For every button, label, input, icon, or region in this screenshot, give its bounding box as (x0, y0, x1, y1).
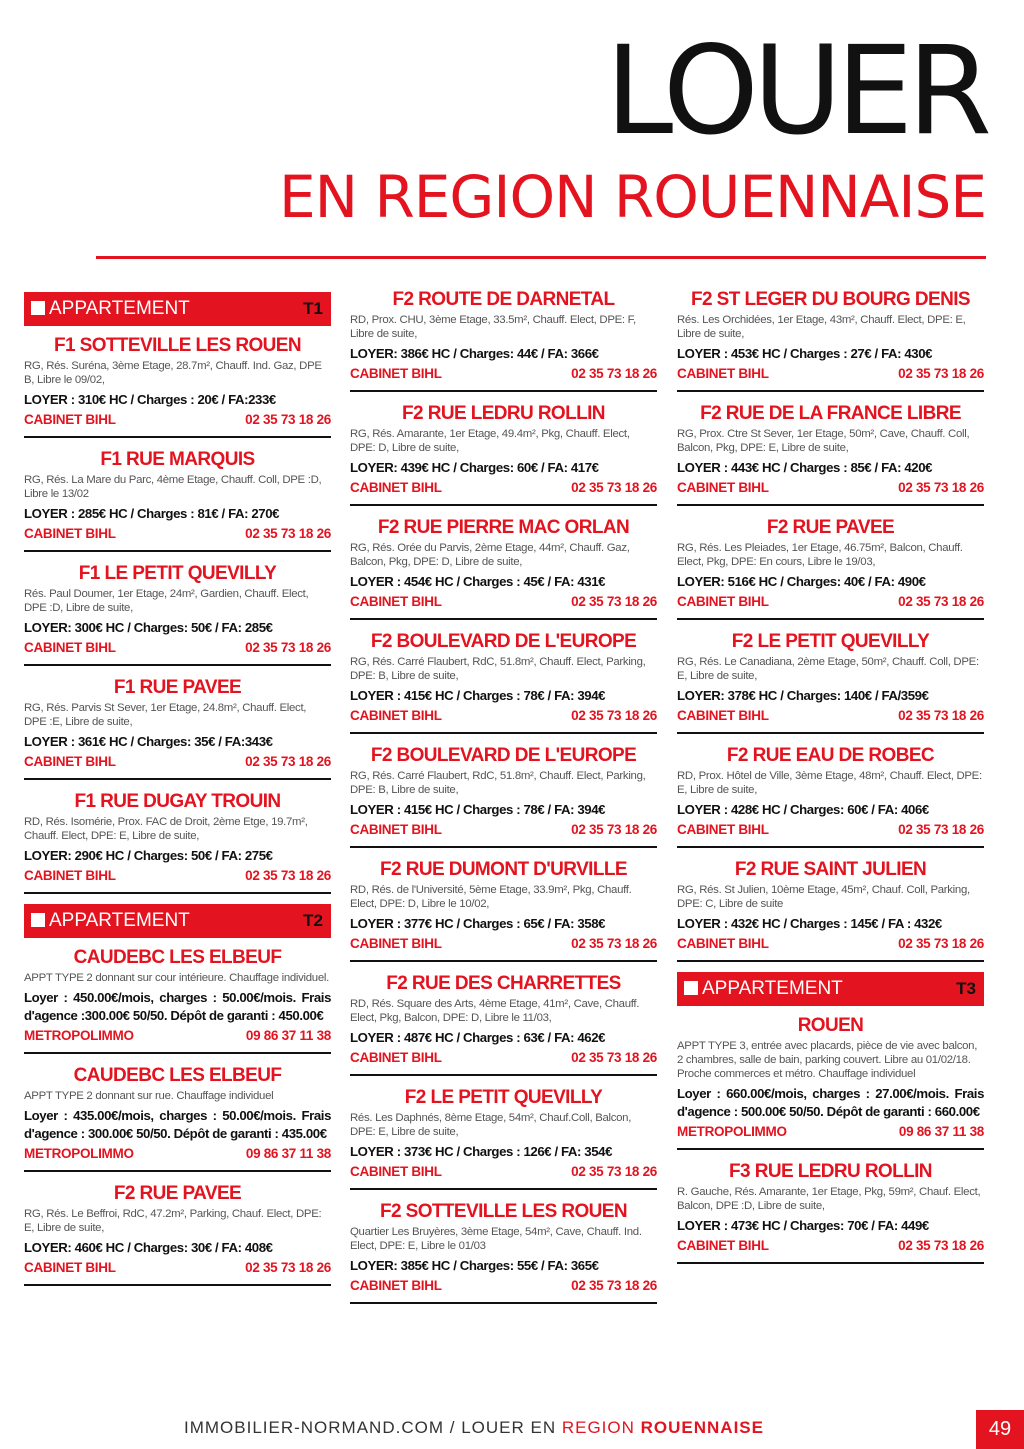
section-type-tag: T1 (303, 299, 323, 318)
listing-price: LOYER: 385€ HC / Charges: 55€ / FA: 365€ (350, 1258, 599, 1273)
agency-phone[interactable]: 02 35 73 18 26 (571, 366, 657, 381)
listing-price: Loyer : 660.00€/mois, charges : 27.00€/mois. Frais d'agence : 500.00€ 50/50. Dépôt de garanti : 660.00€ (677, 1086, 984, 1119)
agency-name[interactable]: CABINET BIHL (677, 936, 769, 951)
listing-description: APPT TYPE 2 donnant sur cour intérieure. Chauffage individuel. (24, 972, 329, 984)
listing-price: LOYER : 443€ HC / Charges : 85€ / FA: 420€ (677, 460, 933, 475)
listing-title[interactable]: F2 RUE PAVEE (766, 517, 895, 538)
listing-agency-row (24, 525, 331, 543)
listing-agency-row (677, 479, 984, 497)
listing-agency-row (350, 707, 657, 725)
listing-price: LOYER: 439€ HC / Charges: 60€ / FA: 417€ (350, 460, 599, 475)
agency-phone[interactable]: 02 35 73 18 26 (245, 640, 331, 655)
listing-card[interactable] (350, 858, 657, 962)
footer-part2: REGION (561, 1418, 635, 1437)
listing-title[interactable]: F2 RUE DUMONT D'URVILLE (380, 859, 627, 880)
listing-description: RG, Rés. Les Pleiades, 1er Etage, 46.75m², Balcon, Chauff. Elect, Pkg, DPE: En cours, Libre le 19/03, (677, 542, 963, 568)
page-footer (0, 1410, 1024, 1449)
listing-title[interactable]: F1 LE PETIT QUEVILLY (78, 563, 277, 584)
section-label-text: APPARTEMENT (702, 978, 843, 999)
footer-site[interactable]: IMMOBILIER-NORMAND.COM / (184, 1418, 456, 1437)
agency-name[interactable]: CABINET BIHL (350, 936, 442, 951)
listings-column-3 (677, 288, 984, 1274)
agency-phone[interactable]: 02 35 73 18 26 (245, 754, 331, 769)
listing-title[interactable]: F2 ST LEGER DU BOURG DENIS (691, 289, 970, 310)
listing-price: LOYER : 285€ HC / Charges : 81€ / FA: 270€ (24, 506, 280, 521)
listing-card[interactable] (350, 1200, 657, 1304)
section-label-text: APPARTEMENT (49, 910, 190, 931)
listing-agency-row (24, 1259, 331, 1277)
listing-price: Loyer : 450.00€/mois, charges : 50.00€/mois. Frais d'agence :300.00€ 50/50. Dépôt de garanti : 450.00€ (24, 990, 331, 1023)
title-divider (96, 256, 986, 259)
listing-card[interactable] (677, 1160, 984, 1264)
listing-title[interactable]: F2 BOULEVARD DE L'EUROPE (370, 745, 637, 766)
agency-phone[interactable]: 02 35 73 18 26 (571, 480, 657, 495)
agency-phone[interactable]: 02 35 73 18 26 (571, 594, 657, 609)
agency-phone[interactable]: 02 35 73 18 26 (898, 822, 984, 837)
section-type-tag: T3 (956, 979, 976, 998)
footer-part1: LOUER EN (461, 1418, 557, 1437)
agency-name[interactable]: CABINET BIHL (24, 1260, 116, 1275)
listing-price: LOYER: 386€ HC / Charges: 44€ / FA: 366€ (350, 346, 599, 361)
listing-title[interactable]: F1 SOTTEVILLE LES ROUEN (54, 335, 301, 356)
listing-price: LOYER : 310€ HC / Charges : 20€ / FA:233€ (24, 392, 276, 407)
agency-name[interactable]: CABINET BIHL (24, 640, 116, 655)
listing-card[interactable] (24, 562, 331, 666)
listing-description: RG, Rés. Suréna, 3ème Etage, 28.7m², Chauff. Ind. Gaz, DPE B, Libre le 09/02, (24, 360, 322, 386)
listing-price: LOYER : 361€ HC / Charges: 35€ / FA:343€ (24, 734, 273, 749)
listing-title[interactable]: F2 LE PETIT QUEVILLY (404, 1087, 603, 1108)
listing-description: RG, Rés. Amarante, 1er Etage, 49.4m², Pkg, Chauff. Elect, DPE: D, Libre de suite, (350, 428, 630, 454)
listing-card[interactable] (24, 448, 331, 552)
footer-text (184, 1418, 764, 1438)
listing-description: Quartier Les Bruyères, 3ème Etage, 54m², Cave, Chauff. Ind. Elect, DPE: E, Libre le 01/03 (350, 1226, 642, 1252)
listing-agency-row (677, 1123, 984, 1141)
listing-description: APPT TYPE 3, entrée avec placards, pièce de vie avec balcon, 2 chambres, salle de bain, parking couvert. Libre au 01/02/18. Proche commerces et métro. Chauffage individuel (677, 1040, 978, 1080)
agency-phone[interactable]: 02 35 73 18 26 (571, 708, 657, 723)
agency-phone[interactable]: 09 86 37 11 38 (245, 1028, 331, 1043)
listing-description: RG, Rés. St Julien, 10ème Etage, 45m², Chauf. Coll, Parking, DPE: C, Libre de suite (677, 884, 970, 910)
agency-phone[interactable]: 02 35 73 18 26 (898, 480, 984, 495)
agency-name[interactable]: CABINET BIHL (677, 480, 769, 495)
agency-name[interactable]: CABINET BIHL (24, 526, 116, 541)
listing-card[interactable] (24, 790, 331, 894)
agency-name[interactable]: CABINET BIHL (350, 708, 442, 723)
agency-name[interactable]: CABINET BIHL (350, 594, 442, 609)
listing-agency-row (24, 1145, 331, 1163)
listing-card[interactable] (24, 1182, 331, 1286)
listing-title[interactable]: F1 RUE PAVEE (113, 677, 242, 698)
listing-description: Rés. Les Orchidées, 1er Etage, 43m², Chauff. Elect, DPE: E, Libre de suite, (677, 314, 966, 340)
agency-phone[interactable]: 02 35 73 18 26 (245, 412, 331, 427)
listing-description: RD, Rés. de l'Université, 5ème Etage, 33.9m², Pkg, Chauff. Elect, DPE: D, Libre le 10/02, (350, 884, 632, 910)
section-header (677, 972, 984, 1006)
listing-card[interactable] (677, 630, 984, 734)
listing-title[interactable]: F2 RUE DE LA FRANCE LIBRE (700, 403, 961, 424)
listing-agency-row (24, 753, 331, 771)
listings-column-1 (24, 288, 331, 1296)
listing-title[interactable]: F2 RUE EAU DE ROBEC (726, 745, 935, 766)
listing-description: RD, Rés. Square des Arts, 4ème Etage, 41m², Cave, Chauff. Elect, Pkg, Balcon, DPE: D, Libre le 11/03, (350, 998, 640, 1024)
listing-agency-row (677, 593, 984, 611)
agency-name[interactable]: CABINET BIHL (350, 480, 442, 495)
listing-price: LOYER : 453€ HC / Charges : 27€ / FA: 430€ (677, 346, 933, 361)
square-icon (31, 913, 45, 927)
agency-name[interactable]: CABINET BIHL (677, 822, 769, 837)
listing-description: RD, Rés. Isomérie, Prox. FAC de Droit, 2ème Etge, 19.7m², Chauff. Elect, DPE: E, Libre de suite, (24, 816, 308, 842)
listing-description: RG, Rés. Carré Flaubert, RdC, 51.8m², Chauff. Elect, Parking, DPE: B, Libre de suite, (350, 656, 646, 682)
listing-price: LOYER : 377€ HC / Charges : 65€ / FA: 358€ (350, 916, 606, 931)
listing-price: LOYER : 415€ HC / Charges : 78€ / FA: 394€ (350, 802, 606, 817)
agency-phone[interactable]: 02 35 73 18 26 (245, 868, 331, 883)
listing-agency-row (24, 1027, 331, 1045)
listing-price: LOYER: 290€ HC / Charges: 50€ / FA: 275€ (24, 848, 273, 863)
agency-phone[interactable]: 02 35 73 18 26 (898, 1238, 984, 1253)
listing-title[interactable]: F2 RUE DES CHARRETTES (386, 973, 621, 994)
listing-agency-row (677, 935, 984, 953)
listing-price: LOYER : 432€ HC / Charges : 145€ / FA : 432€ (677, 916, 942, 931)
listing-price: LOYER : 428€ HC / Charges: 60€ / FA: 406€ (677, 802, 929, 817)
listing-description: RD, Prox. Hôtel de Ville, 3ème Etage, 48m², Chauff. Elect, DPE: E, Libre de suite, (677, 770, 982, 796)
page-title: LOUER (605, 20, 986, 162)
agency-name[interactable]: CABINET BIHL (350, 1164, 442, 1179)
listing-card[interactable] (677, 402, 984, 506)
listing-card[interactable] (350, 516, 657, 620)
listing-title[interactable]: F1 RUE MARQUIS (100, 449, 255, 470)
listing-agency-row (350, 593, 657, 611)
page-number: 49 (976, 1410, 1024, 1449)
agency-name[interactable]: CABINET BIHL (24, 868, 116, 883)
listing-agency-row (677, 1237, 984, 1255)
listing-price: LOYER: 516€ HC / Charges: 40€ / FA: 490€ (677, 574, 926, 589)
listing-card[interactable] (350, 1086, 657, 1190)
agency-phone[interactable]: 02 35 73 18 26 (898, 594, 984, 609)
section-header (24, 292, 331, 326)
agency-name[interactable]: CABINET BIHL (677, 366, 769, 381)
listing-card[interactable] (677, 858, 984, 962)
footer-part3: ROUENNAISE (640, 1418, 764, 1437)
section-label (31, 298, 190, 320)
agency-name[interactable]: CABINET BIHL (350, 822, 442, 837)
listing-title[interactable]: F2 RUE PIERRE MAC ORLAN (377, 517, 630, 538)
agency-phone[interactable]: 09 86 37 11 38 (245, 1146, 331, 1161)
agency-name[interactable]: CABINET BIHL (677, 1238, 769, 1253)
listing-description: RG, Rés. Le Canadiana, 2ème Etage, 50m², Chauff. Coll, DPE: E, Libre de suite, (677, 656, 979, 682)
agency-name[interactable]: CABINET BIHL (677, 594, 769, 609)
listing-title[interactable]: F2 LE PETIT QUEVILLY (731, 631, 930, 652)
listing-title[interactable]: F2 RUE SAINT JULIEN (734, 859, 927, 880)
listing-card[interactable] (677, 744, 984, 848)
listing-card[interactable] (350, 744, 657, 848)
agency-phone[interactable]: 02 35 73 18 26 (571, 1164, 657, 1179)
agency-phone[interactable]: 02 35 73 18 26 (571, 1278, 657, 1293)
agency-phone[interactable]: 02 35 73 18 26 (898, 936, 984, 951)
agency-phone[interactable]: 02 35 73 18 26 (898, 366, 984, 381)
agency-name[interactable]: CABINET BIHL (677, 708, 769, 723)
agency-name[interactable]: CABINET BIHL (24, 754, 116, 769)
listing-title[interactable]: F2 RUE PAVEE (113, 1183, 242, 1204)
listing-title[interactable]: F2 ROUTE DE DARNETAL (392, 289, 615, 310)
listing-agency-row (677, 821, 984, 839)
listing-card[interactable] (677, 516, 984, 620)
agency-phone[interactable]: 02 35 73 18 26 (571, 1050, 657, 1065)
listing-card[interactable] (350, 288, 657, 392)
listing-agency-row (350, 479, 657, 497)
agency-phone[interactable]: 02 35 73 18 26 (245, 526, 331, 541)
listing-card[interactable] (24, 334, 331, 438)
listing-agency-row (677, 365, 984, 383)
agency-phone[interactable]: 02 35 73 18 26 (571, 822, 657, 837)
listing-agency-row (350, 935, 657, 953)
listing-card[interactable] (677, 1014, 984, 1150)
agency-name[interactable]: CABINET BIHL (24, 412, 116, 427)
listing-agency-row (350, 1277, 657, 1295)
agency-phone[interactable]: 02 35 73 18 26 (245, 1260, 331, 1275)
listing-agency-row (350, 1163, 657, 1181)
section-label-text: APPARTEMENT (49, 298, 190, 319)
section-label (31, 910, 190, 932)
agency-name[interactable]: CABINET BIHL (350, 366, 442, 381)
section-label (684, 978, 843, 1000)
listing-card[interactable] (677, 288, 984, 392)
listing-description: RG, Rés. La Mare du Parc, 4ème Etage, Chauff. Coll, DPE :D, Libre le 13/02 (24, 474, 322, 500)
listing-title[interactable]: ROUEN (797, 1015, 864, 1036)
listing-description: APPT TYPE 2 donnant sur rue. Chauffage individuel (24, 1090, 274, 1102)
listing-agency-row (677, 707, 984, 725)
listing-description: RG, Rés. Orée du Parvis, 2ème Etage, 44m², Chauff. Gaz, Balcon, Pkg, DPE: D, Libre de suite, (350, 542, 630, 568)
listing-description: Rés. Les Daphnés, 8ème Etage, 54m², Chauf.Coll, Balcon, DPE: E, Libre de suite, (350, 1112, 632, 1138)
listing-card[interactable] (350, 972, 657, 1076)
listing-agency-row (350, 1049, 657, 1067)
listing-description: R. Gauche, Rés. Amarante, 1er Etage, Pkg, 59m², Chauf. Elect, Balcon, DPE :D, Libre de suite, (677, 1186, 981, 1212)
listing-card[interactable] (24, 676, 331, 780)
listing-price: LOYER : 454€ HC / Charges : 45€ / FA: 431€ (350, 574, 606, 589)
section-header (24, 904, 331, 938)
listing-agency-row (350, 821, 657, 839)
agency-phone[interactable]: 09 86 37 11 38 (898, 1124, 984, 1139)
agency-name[interactable]: METROPOLIMMO (677, 1124, 787, 1139)
section-type-tag: T2 (303, 911, 323, 930)
agency-name[interactable]: CABINET BIHL (350, 1278, 442, 1293)
listing-price: Loyer : 435.00€/mois, charges : 50.00€/mois. Frais d'agence : 300.00€ 50/50. Dépôt de garanti : 435.00€ (24, 1108, 331, 1141)
listing-card[interactable] (350, 402, 657, 506)
agency-name[interactable]: METROPOLIMMO (24, 1028, 134, 1043)
listing-price: LOYER: 300€ HC / Charges: 50€ / FA: 285€ (24, 620, 273, 635)
listing-price: LOYER: 460€ HC / Charges: 30€ / FA: 408€ (24, 1240, 273, 1255)
listing-title[interactable]: F2 BOULEVARD DE L'EUROPE (370, 631, 637, 652)
listing-agency-row (24, 411, 331, 429)
listing-description: Rés. Paul Doumer, 1er Etage, 24m², Gardien, Chauff. Elect, DPE :D, Libre de suite, (24, 588, 309, 614)
listing-card[interactable] (24, 1064, 331, 1172)
listing-agency-row (24, 639, 331, 657)
listing-title[interactable]: CAUDEBC LES ELBEUF (73, 1065, 282, 1086)
listing-agency-row (24, 867, 331, 885)
listing-title[interactable]: F3 RUE LEDRU ROLLIN (729, 1161, 932, 1182)
listing-description: RG, Prox. Ctre St Sever, 1er Etage, 50m², Cave, Chauff. Coll, Balcon, Pkg, DPE: E, Libre de suite, (677, 428, 970, 454)
listing-description: RD, Prox. CHU, 3ème Etage, 33.5m², Chauff. Elect, DPE: F, Libre de suite, (350, 314, 636, 340)
agency-phone[interactable]: 02 35 73 18 26 (898, 708, 984, 723)
listing-description: RG, Rés. Parvis St Sever, 1er Etage, 24.8m², Chauff. Elect, DPE :E, Libre de suite, (24, 702, 307, 728)
listing-title[interactable]: F2 SOTTEVILLE LES ROUEN (380, 1201, 627, 1222)
listing-price: LOYER: 378€ HC / Charges: 140€ / FA/359€ (677, 688, 929, 703)
listing-price: LOYER : 415€ HC / Charges : 78€ / FA: 394€ (350, 688, 606, 703)
listing-title[interactable]: F1 RUE DUGAY TROUIN (74, 791, 281, 812)
listing-price: LOYER : 373€ HC / Charges : 126€ / FA: 354€ (350, 1144, 613, 1159)
agency-name[interactable]: METROPOLIMMO (24, 1146, 134, 1161)
listing-title[interactable]: F2 RUE LEDRU ROLLIN (402, 403, 605, 424)
listing-card[interactable] (350, 630, 657, 734)
page-subtitle: EN REGION ROUENNAISE (278, 163, 986, 231)
listings-column-2 (350, 288, 657, 1314)
agency-phone[interactable]: 02 35 73 18 26 (571, 936, 657, 951)
agency-name[interactable]: CABINET BIHL (350, 1050, 442, 1065)
listing-price: LOYER : 487€ HC / Charges : 63€ / FA: 462€ (350, 1030, 606, 1045)
square-icon (684, 981, 698, 995)
listing-title[interactable]: CAUDEBC LES ELBEUF (73, 947, 282, 968)
square-icon (31, 301, 45, 315)
listing-agency-row (350, 365, 657, 383)
listing-card[interactable] (24, 946, 331, 1054)
listing-price: LOYER : 473€ HC / Charges: 70€ / FA: 449€ (677, 1218, 929, 1233)
listing-description: RG, Rés. Carré Flaubert, RdC, 51.8m², Chauff. Elect, Parking, DPE: B, Libre de suite, (350, 770, 646, 796)
listing-description: RG, Rés. Le Beffroi, RdC, 47.2m², Parking, Chauf. Elect, DPE: E, Libre de suite, (24, 1208, 322, 1234)
